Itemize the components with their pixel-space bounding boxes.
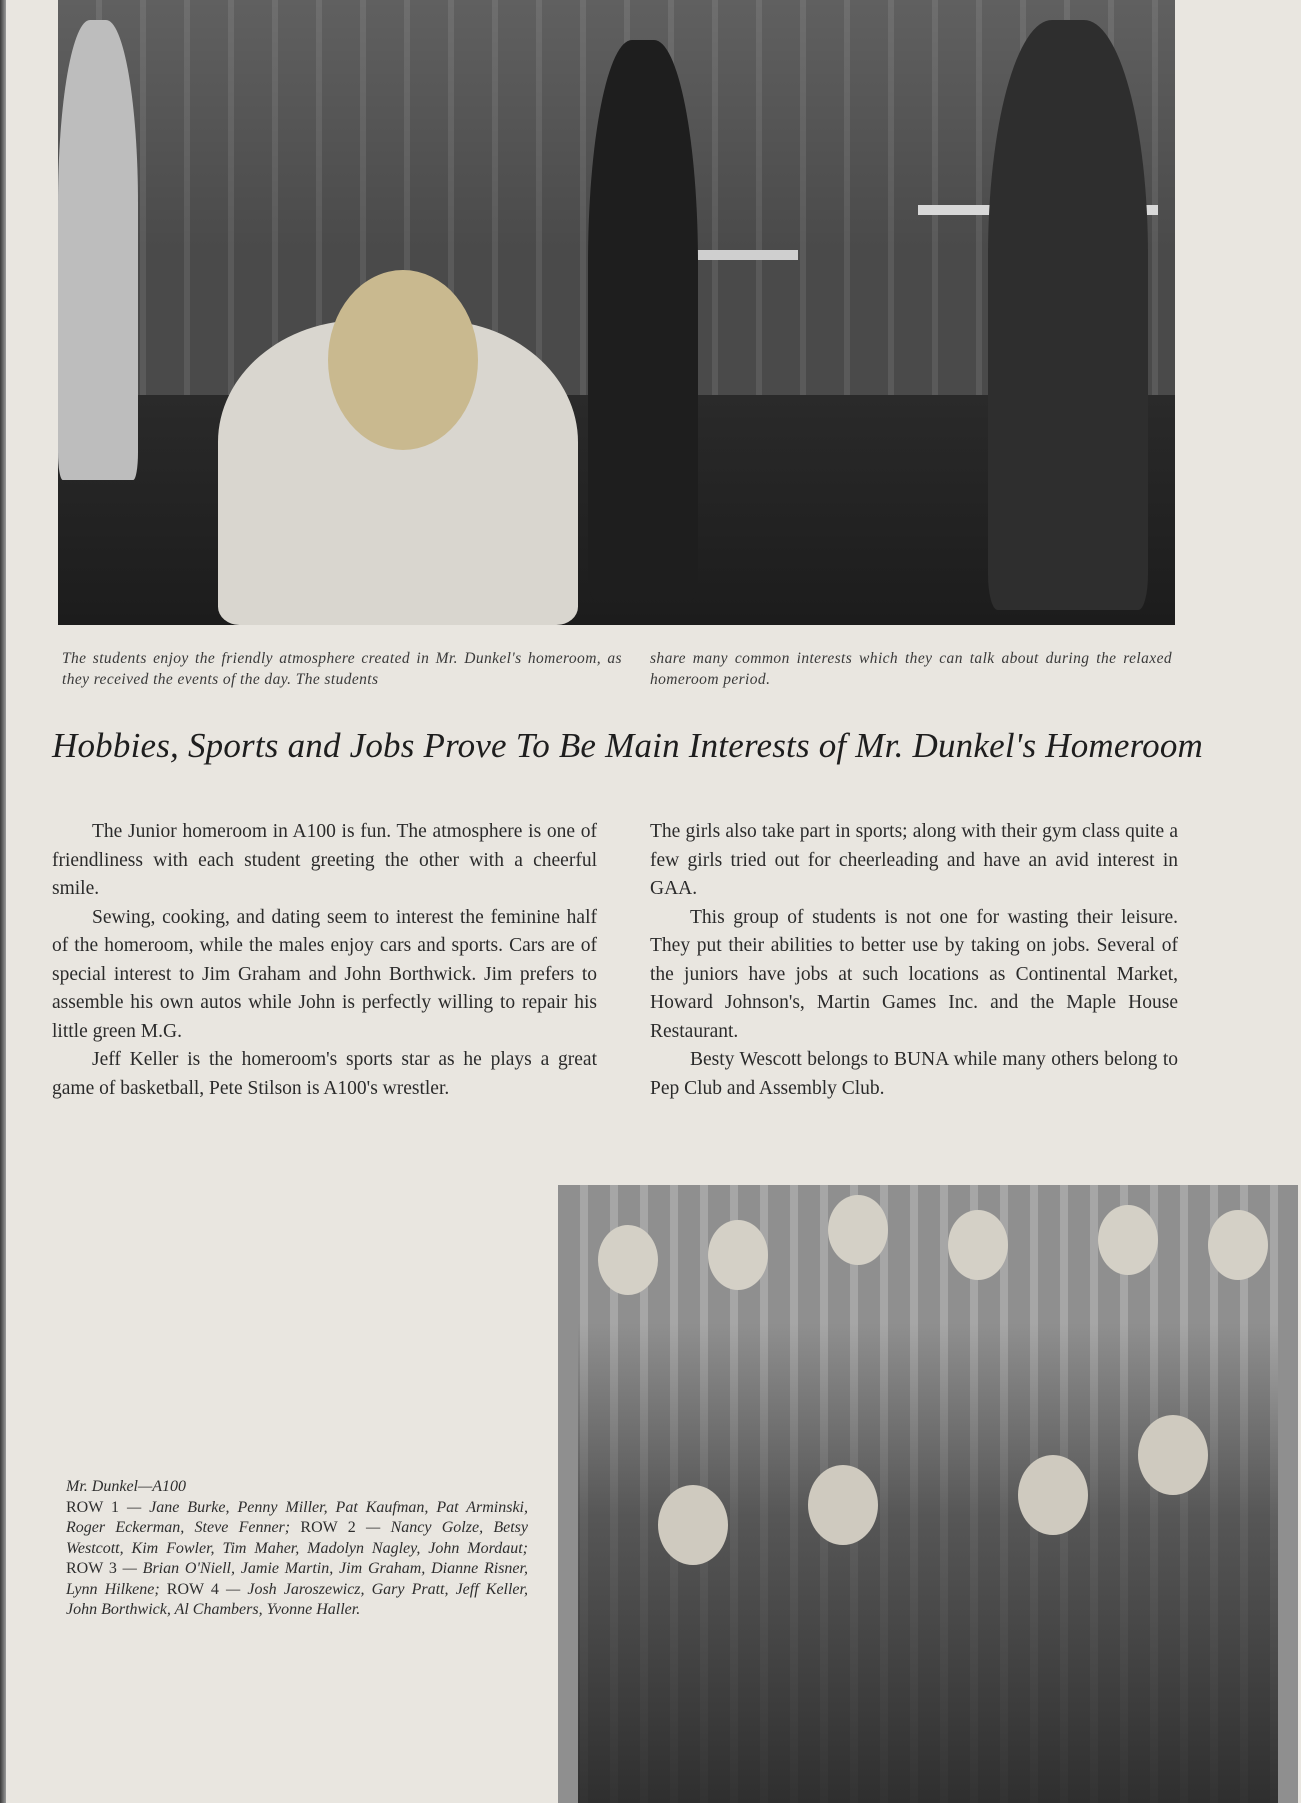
roster-row-label: ROW 1 <box>66 1498 119 1516</box>
photo-student-head <box>1018 1455 1088 1535</box>
photo-student-head <box>828 1195 888 1265</box>
photo-girl-hair <box>328 270 478 450</box>
photo-teacher <box>588 40 698 600</box>
article-paragraph: Jeff Keller is the homeroom's sports star as he plays a great game of basketball, Pete Stilson is A100's wrestler. <box>52 1049 597 1099</box>
page-binding-edge <box>0 0 6 1803</box>
roster-row-names: — Nancy Golze, Betsy Westcott, Kim Fowler, Tim Maher, Madolyn Nagley, John Mordaut; <box>66 1519 529 1557</box>
article-paragraph: Sewing, cooking, and dating seem to interest the feminine half of the homeroom, while the males enjoy cars and sports. Cars are of special interest to Jim Graham and John Borthwick. Jim prefers to assemble his own autos while John is perfectly willing to repair his little green M.G. <box>52 906 597 1042</box>
group-photo <box>558 1185 1298 1803</box>
photo-caption-left: The students enjoy the friendly atmosphere created in Mr. Dunkel's homeroom, as they received the events of the day. The students <box>62 650 622 688</box>
photo-caption-right: share many common interests which they can talk about during the relaxed homeroom period. <box>650 650 1172 688</box>
photo-student-head <box>598 1225 658 1295</box>
photo-student-head <box>1098 1205 1158 1275</box>
homeroom-roster <box>66 1477 528 1621</box>
roster-row-label: ROW 4 <box>166 1580 219 1598</box>
roster-row-label: ROW 2 <box>300 1519 356 1536</box>
article-paragraph: This group of students is not one for wasting their leisure. They put their abilities to better use by taking on jobs. Several of the juniors have jobs at such locations as Continental Market, Howard Johnson's, Martin Games Inc. and the Maple House Restaurant. <box>650 906 1178 1042</box>
article-paragraph: Besty Wescott belongs to BUNA while many others belong to Pep Club and Assembly Club. <box>650 1049 1178 1099</box>
article-paragraph: The girls also take part in sports; along with their gym class quite a few girls tried out for cheerleading and have an avid interest in GAA. <box>650 821 1178 899</box>
photo-student-head <box>708 1220 768 1290</box>
article-paragraph: The Junior homeroom in A100 is fun. The atmosphere is one of friendliness with each student greeting the other with a cheerful smile. <box>52 821 597 899</box>
photo-student-head <box>808 1465 878 1545</box>
article-column-left <box>52 818 597 1103</box>
article-column-right <box>650 818 1178 1103</box>
roster-row-names: — Josh Jaroszewicz, Gary Pratt, Jeff Keller, John Borthwick, Al Chambers, Yvonne Haller. <box>66 1580 528 1618</box>
photo-student-head <box>658 1485 728 1565</box>
photo-student-head <box>948 1210 1008 1280</box>
roster-row-names: — Brian O'Niell, Jamie Martin, Jim Graham, Dianne Risner, Lynn Hilkene; <box>66 1560 528 1598</box>
roster-title: Mr. Dunkel—A100 <box>66 1478 186 1495</box>
photo-boy-standing <box>988 20 1148 610</box>
classroom-photo <box>58 0 1175 625</box>
photo-girl-left <box>58 20 138 480</box>
roster-row-names: — Jane Burke, Penny Miller, Pat Kaufman, Pat Arminski, Roger Eckerman, Steve Fenner; <box>66 1498 528 1536</box>
photo-student-head <box>1138 1415 1208 1495</box>
photo-student-head <box>1208 1210 1268 1280</box>
roster-row-label: ROW 3 <box>66 1560 117 1577</box>
page-headline: Hobbies, Sports and Jobs Prove To Be Main Interests of Mr. Dunkel's Homeroom <box>52 726 1204 765</box>
